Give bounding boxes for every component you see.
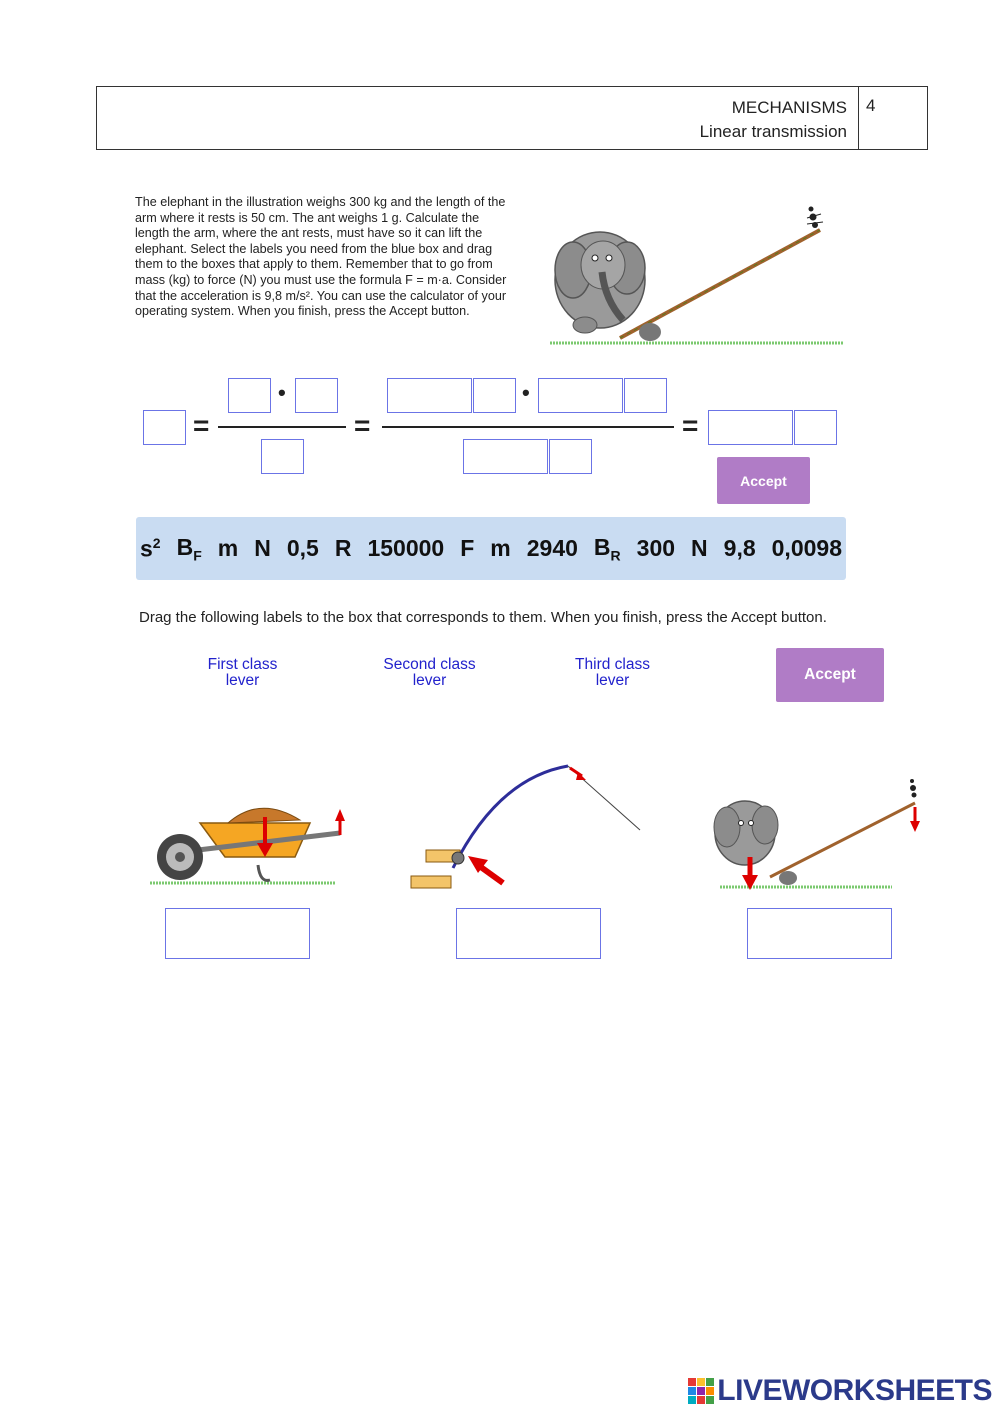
header-divider [858, 86, 859, 150]
tile-text: 2940 [526, 535, 578, 561]
label-tile[interactable] [490, 535, 510, 562]
tile-text: 150000 [367, 535, 445, 561]
liveworksheets-brand: LIVEWORKSHEETS [717, 1374, 992, 1407]
answer-box-num3[interactable] [387, 378, 472, 413]
exercise2-instructions: Drag the following labels to the box that corresponds to them. When you finish, press the Accept button. [139, 609, 827, 626]
tile-text: 0,5 [286, 535, 319, 561]
header-subject: MECHANISMS [731, 98, 847, 117]
label-tile[interactable] [254, 535, 271, 562]
elephant-lever-illustration [710, 775, 925, 895]
label-line: lever [595, 672, 630, 689]
tile-text: 9,8 [723, 535, 756, 561]
wheelbarrow-illustration [150, 795, 350, 890]
fraction-line-2 [382, 426, 674, 428]
tile-text: s [140, 535, 153, 562]
tile-text: N [691, 535, 708, 561]
label-tile[interactable] [177, 534, 202, 564]
answer-box-den1[interactable] [261, 439, 304, 474]
answer-box-num2[interactable] [295, 378, 338, 413]
tile-text: m [490, 535, 511, 561]
tile-text: N [254, 535, 271, 561]
lever-drop-box-elephant[interactable] [747, 908, 892, 959]
liveworksheets-logo [688, 1374, 992, 1408]
label-tiles-bank [136, 517, 846, 580]
lever-drop-box-fishing-rod[interactable] [456, 908, 601, 959]
exercise1-instructions: The elephant in the illustration weighs 300 kg and the length of the arm where it rests is 50 cm. The ant weighs 1 g. Calculate the length the arm, where the ant rests, must have so it can lift the elephant. Select the labels you need from the blue box and drag them to the boxes that apply to them. Remember that to go from mass (kg) to force (N) you must use the formula F = m·a. Consider that the acceleration is 9,8 m/s². You can use the calculator of your operating system. When you finish, press the Accept button. [135, 195, 507, 319]
tile-text: B [176, 533, 194, 560]
label-tile[interactable] [218, 535, 238, 562]
header-title [700, 96, 847, 144]
equals-sign: = [354, 410, 371, 441]
label-tile[interactable] [594, 534, 621, 564]
label-tile[interactable] [335, 535, 352, 562]
tile-text: m [217, 535, 239, 561]
answer-box-result[interactable] [143, 410, 186, 445]
elephant-ant-lever-illustration [545, 200, 845, 350]
label-second-class-lever[interactable] [372, 657, 487, 689]
lever-drop-box-wheelbarrow[interactable] [165, 908, 310, 959]
answer-box-den2[interactable] [463, 439, 548, 474]
label-first-class-lever[interactable] [190, 657, 295, 689]
multiply-dot: • [278, 380, 286, 405]
label-line: First class [207, 656, 278, 673]
tile-subscript: F [193, 547, 202, 564]
tile-text: 0,0098 [771, 535, 842, 561]
equals-sign: = [682, 410, 699, 441]
header-topic: Linear transmission [699, 122, 847, 141]
answer-box-num4-unit[interactable] [624, 378, 667, 413]
label-tile[interactable] [637, 535, 675, 562]
tile-text: F [460, 535, 475, 561]
label-tile[interactable] [772, 535, 842, 562]
tile-superscript: 2 [152, 534, 161, 551]
answer-box-final-unit[interactable] [794, 410, 837, 445]
answer-box-num4[interactable] [538, 378, 623, 413]
fishing-rod-illustration [408, 758, 643, 898]
label-tile[interactable] [527, 535, 578, 562]
tile-text: 300 [636, 535, 676, 561]
label-tile[interactable] [460, 535, 474, 562]
label-line: lever [412, 672, 447, 689]
tile-text: B [593, 533, 611, 560]
label-line: lever [225, 672, 260, 689]
label-tile[interactable] [367, 535, 444, 562]
label-third-class-lever[interactable] [560, 657, 665, 689]
answer-box-final[interactable] [708, 410, 793, 445]
accept-button-1[interactable]: Accept [717, 457, 810, 504]
label-line: Second class [383, 656, 476, 673]
label-tile[interactable] [724, 535, 756, 562]
tile-text: R [334, 535, 352, 561]
answer-box-den2-unit[interactable] [549, 439, 592, 474]
label-tile[interactable] [287, 535, 319, 562]
label-tile[interactable] [691, 535, 708, 562]
page-number: 4 [866, 96, 876, 115]
label-line: Third class [575, 656, 650, 673]
fraction-line-1 [218, 426, 346, 428]
equals-sign: = [193, 410, 210, 441]
answer-box-num3-unit[interactable] [473, 378, 516, 413]
liveworksheets-logo-icon [688, 1378, 714, 1404]
answer-box-num1[interactable] [228, 378, 271, 413]
label-tile[interactable] [140, 535, 161, 563]
multiply-dot: • [522, 380, 530, 405]
accept-button-2[interactable]: Accept [776, 648, 884, 702]
tile-subscript: R [610, 547, 621, 564]
